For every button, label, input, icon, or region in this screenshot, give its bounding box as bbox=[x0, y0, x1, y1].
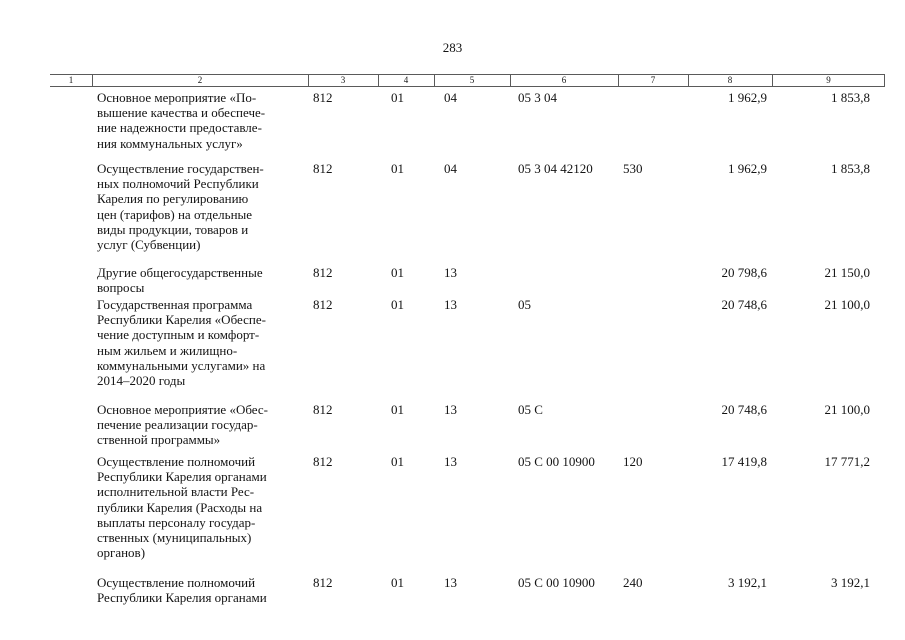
header-col-8: 8 bbox=[727, 75, 733, 85]
header-col-1: 1 bbox=[68, 75, 74, 85]
row-col-4: 01 bbox=[391, 575, 404, 590]
row-name: Основное мероприятие «По- вышение качества и обеспече- ние надежности предоставле- ния коммунальных услуг» bbox=[97, 90, 266, 151]
row-col-9: 21 100,0 bbox=[824, 402, 870, 417]
row-col-4: 01 bbox=[391, 265, 404, 280]
row-col-5: 13 bbox=[444, 402, 457, 417]
row-col-7: 240 bbox=[623, 575, 643, 590]
row-name: Другие общегосударственные вопросы bbox=[97, 265, 263, 296]
row-col-6: 05 С bbox=[518, 402, 543, 417]
row-col-9: 21 150,0 bbox=[824, 265, 870, 280]
header-col-3: 3 bbox=[340, 75, 346, 85]
row-col-3: 812 bbox=[313, 161, 333, 176]
row-name: Осуществление государствен- ных полномочий Республики Карелия по регулированию цен (тарифов) на отдельные виды продукции, товаров и услуг (Субвенции) bbox=[97, 161, 264, 253]
header-col-4: 4 bbox=[403, 75, 409, 85]
row-name: Основное мероприятие «Обес- печение реализации государ- ственной программы» bbox=[97, 402, 268, 448]
row-col-3: 812 bbox=[313, 454, 333, 469]
row-col-6: 05 3 04 42120 bbox=[518, 161, 593, 176]
row-col-4: 01 bbox=[391, 161, 404, 176]
page-number: 283 bbox=[442, 40, 463, 55]
row-col-5: 13 bbox=[444, 265, 457, 280]
row-col-8: 1 962,9 bbox=[728, 161, 767, 176]
row-col-5: 04 bbox=[444, 161, 457, 176]
row-col-3: 812 bbox=[313, 265, 333, 280]
row-col-3: 812 bbox=[313, 297, 333, 312]
row-col-9: 17 771,2 bbox=[824, 454, 870, 469]
header-col-6: 6 bbox=[561, 75, 567, 85]
header-col-9: 9 bbox=[826, 75, 831, 85]
row-col-9: 3 192,1 bbox=[831, 575, 870, 590]
row-col-8: 20 748,6 bbox=[721, 402, 767, 417]
row-col-8: 17 419,8 bbox=[721, 454, 767, 469]
row-col-4: 01 bbox=[391, 454, 404, 469]
row-col-5: 13 bbox=[444, 297, 457, 312]
row-col-6: 05 bbox=[518, 297, 531, 312]
row-col-6: 05 С 00 10900 bbox=[518, 575, 595, 590]
row-col-7: 530 bbox=[623, 161, 643, 176]
row-col-5: 04 bbox=[444, 90, 457, 105]
table-header-row bbox=[50, 74, 885, 87]
row-col-6: 05 3 04 bbox=[518, 90, 557, 105]
row-col-4: 01 bbox=[391, 297, 404, 312]
row-col-8: 3 192,1 bbox=[728, 575, 767, 590]
row-col-3: 812 bbox=[313, 90, 333, 105]
header-divider bbox=[884, 75, 885, 86]
row-col-9: 1 853,8 bbox=[831, 161, 870, 176]
row-col-5: 13 bbox=[444, 454, 457, 469]
row-col-6: 05 С 00 10900 bbox=[518, 454, 595, 469]
row-name: Государственная программа Республики Карелия «Обеспе- чение доступным и комфорт- ным жильем и жилищно- коммунальными услугами» на 2014–2020 годы bbox=[97, 297, 266, 389]
header-col-7: 7 bbox=[650, 75, 656, 85]
row-col-9: 1 853,8 bbox=[831, 90, 870, 105]
header-col-5: 5 bbox=[469, 75, 475, 85]
row-col-8: 20 748,6 bbox=[721, 297, 767, 312]
row-col-3: 812 bbox=[313, 575, 333, 590]
header-col-2: 2 bbox=[197, 75, 203, 85]
row-name: Осуществление полномочий Республики Карелия органами исполнительной власти Рес- публики Карелия (Расходы на выплаты персоналу государ- ственных (муниципальных) органов) bbox=[97, 454, 267, 561]
row-col-3: 812 bbox=[313, 402, 333, 417]
row-col-5: 13 bbox=[444, 575, 457, 590]
row-col-4: 01 bbox=[391, 402, 404, 417]
row-col-4: 01 bbox=[391, 90, 404, 105]
row-col-8: 20 798,6 bbox=[721, 265, 767, 280]
row-name: Осуществление полномочий Республики Карелия органами bbox=[97, 575, 267, 606]
row-col-7: 120 bbox=[623, 454, 643, 469]
row-col-8: 1 962,9 bbox=[728, 90, 767, 105]
row-col-9: 21 100,0 bbox=[824, 297, 870, 312]
